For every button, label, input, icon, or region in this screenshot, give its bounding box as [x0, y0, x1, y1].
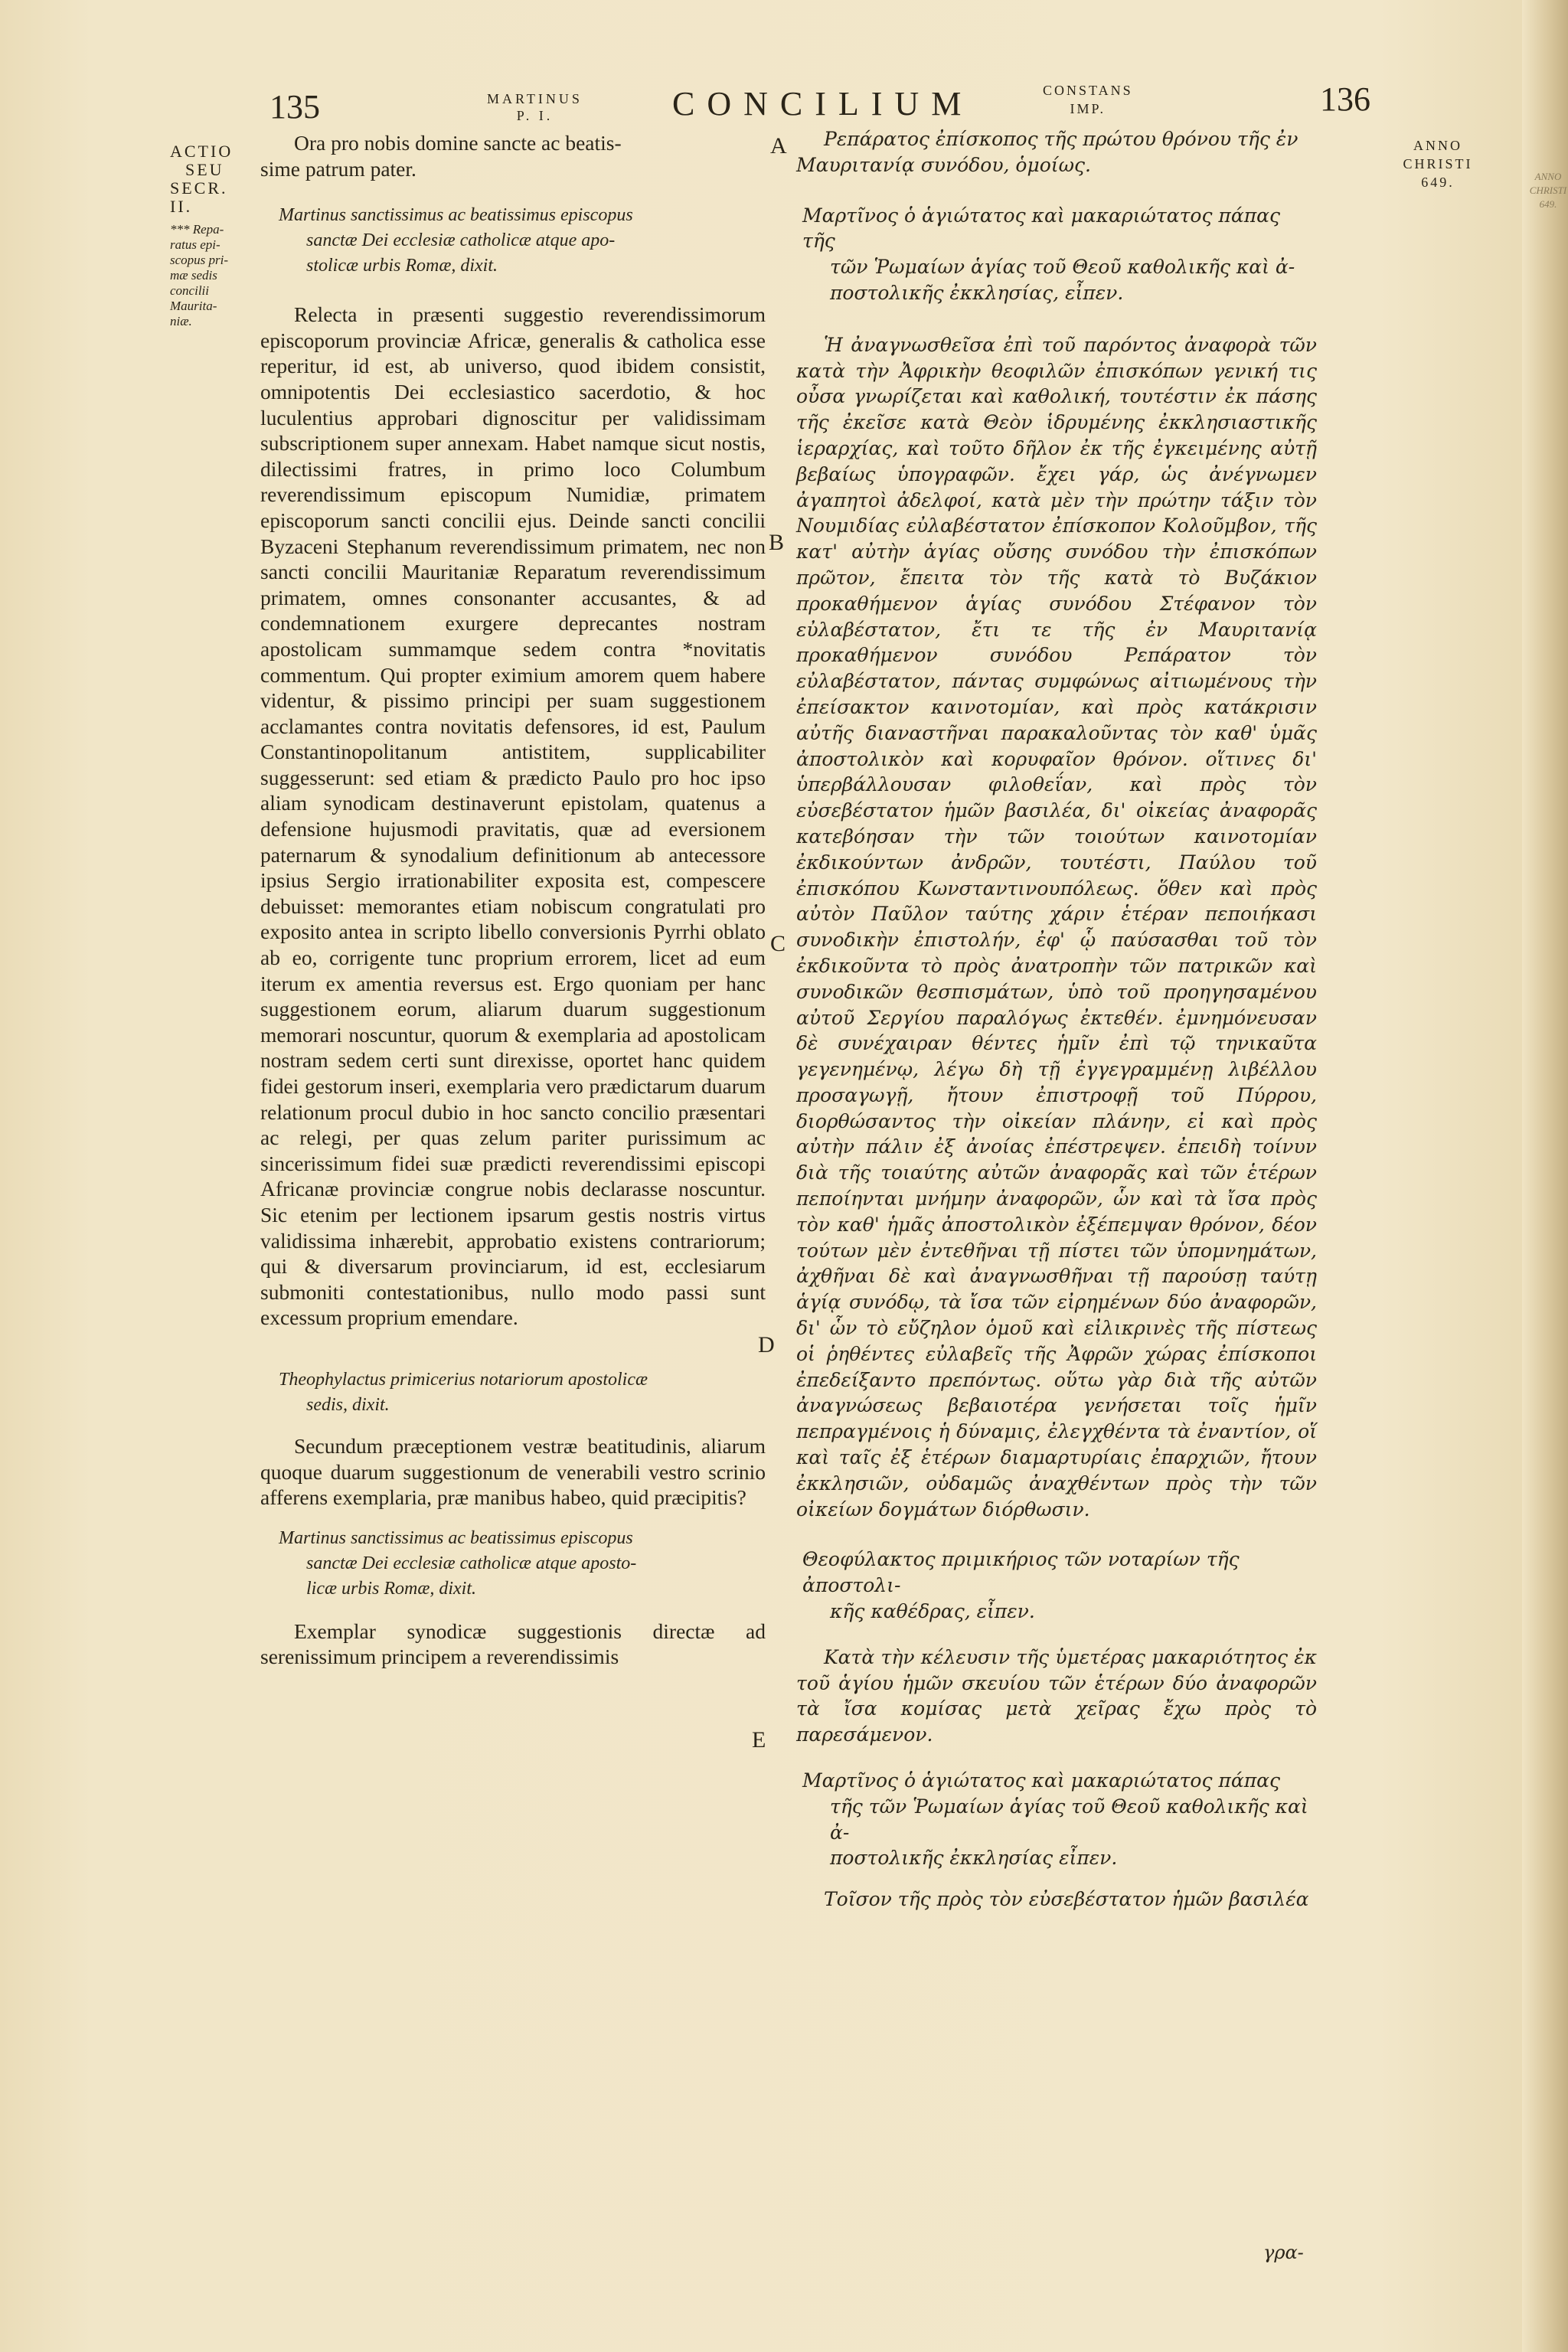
latin-rubric-martinus-2 — [260, 1526, 766, 1602]
rubric-line: sanctæ Dei ecclesiæ catholicæ atque apo- — [306, 230, 616, 251]
margin-label: SEU — [185, 160, 224, 179]
facing-label: ANNO — [1534, 171, 1562, 182]
greek-column — [796, 126, 1317, 1913]
latin-rubric-martinus — [260, 203, 766, 279]
latin-body-exemplar: Exemplar synodicæ suggestionis directæ ad serenissimum principem a reverendissimis — [260, 1619, 766, 1669]
rubric-line: Martinus sanctissimus ac beatissimus episcopus — [279, 205, 633, 226]
intro-line: Ora pro nobis domine sancte ac beatis- — [294, 131, 622, 155]
greek-rubric-martinus — [796, 203, 1317, 306]
greek-rubric-martinus-2 — [796, 1768, 1317, 1871]
rubric-line: τῆς τῶν Ῥωμαίων ἁγίας τοῦ Θεοῦ καθολικῆς καὶ ἀ- — [830, 1795, 1308, 1844]
margin-note-line: *** Repa- — [170, 222, 224, 237]
margin-note-line: Maurita- — [170, 299, 217, 313]
rubric-line: τῶν Ῥωμαίων ἁγίας τοῦ Θεοῦ καθολικῆς καὶ ἀ- — [830, 256, 1295, 279]
intro-line: Μαυριτανίᾳ συνόδου, ὁμοίως. — [796, 153, 1091, 176]
rubric-line: Μαρτῖνος ὁ ἁγιώτατος καὶ μακαριώτατος πάπας τῆς — [802, 204, 1281, 253]
section-letter-e: E — [752, 1727, 766, 1753]
rubric-line: Theophylactus primicerius notariorum apostolicæ — [279, 1369, 648, 1390]
right-margin-year — [1392, 136, 1484, 191]
facing-label: CHRISTI — [1529, 185, 1567, 196]
rubric-line: Θεοφύλακτος πριμικήριος τῶν νοταρίων τῆς ἀποστολι- — [802, 1548, 1240, 1597]
section-letter-a: A — [770, 133, 787, 158]
greek-body-kata: Κατὰ τὴν κέλευσιν τῆς ὑμετέρας μακαριότητος ἐκ τοῦ ἁγίου ἡμῶν σκευίου τῶν ἑτέρων δύο ἀναφορῶν τὰ ἴσα κομίσας μετὰ χεῖρας ἔχω πρὸς τὸ παρεσάμενον. — [796, 1645, 1317, 1746]
running-head-line: P. I. — [516, 108, 554, 123]
year-value: 649. — [1421, 175, 1455, 190]
running-head-title: CONCILIUM — [672, 85, 974, 122]
rubric-line: stolicæ urbis Romæ, dixit. — [306, 256, 498, 276]
page-number-left: 135 — [270, 88, 320, 126]
greek-rubric-theophylactus — [796, 1547, 1317, 1624]
margin-note-line: niæ. — [170, 314, 192, 328]
intro-line: Ρεπάρατος ἐπίσκοπος τῆς πρώτου θρόνου τῆς ἐν — [824, 128, 1298, 150]
running-head-line: MARTINUS — [487, 91, 583, 106]
page-header — [0, 74, 1531, 135]
margin-note-line: scopus pri- — [170, 253, 229, 267]
intro-line: sime patrum pater. — [260, 156, 416, 181]
running-head-martinus — [487, 90, 583, 124]
rubric-line: Martinus sanctissimus ac beatissimus episcopus — [279, 1527, 633, 1548]
margin-label: SECR. II. — [170, 178, 228, 216]
latin-rubric-theophylactus — [260, 1367, 766, 1418]
latin-intro — [260, 130, 766, 181]
rubric-line: Μαρτῖνος ὁ ἁγιώτατος καὶ μακαριώτατος πάπας — [802, 1769, 1281, 1792]
rubric-line: sedis, dixit. — [306, 1394, 390, 1415]
margin-note-line: mæ sedis — [170, 268, 217, 283]
margin-note-line: concilii — [170, 283, 209, 298]
running-head-line: IMP. — [1070, 101, 1106, 116]
section-letter-c: C — [770, 931, 786, 956]
greek-body-main: Ἡ ἀναγνωσθεῖσα ἐπὶ τοῦ παρόντος ἀναφορὰ τῶν κατὰ τὴν Ἀφρικὴν θεοφιλῶν ἐπισκόπων γενική τις οὖσα γνωρίζεται καὶ καθολική, τουτέστιν ἐκ πάσης τῆς ἐκεῖσε κατὰ Θεὸν ἱδρυμένης ἐκκλησιαστικῆς ἱεραρχίας, καὶ τοῦτο δῆλον ἐκ τῆς ἐγκειμένης αὐτῇ βεβαίως ὑπογραφῶν. ἔχει γάρ, ὡς ἀνέγνωμεν ἀγαπητοὶ ἀδελφοί, κατὰ μὲν τὴν πρώτην τάξιν τὸν Νουμιδίας εὐλαβέστατον ἐπίσκοπον Κολοῦμβον, τῆς κατ' αὐτὴν ἁγίας οὔσης συνόδου τὴν ἐπισκόπων πρῶτον, ἔπειτα τὸν τῆς κατὰ τὸ Βυζάκιον προκαθήμενον ἁγίας συνόδου Στέφανον τὸν εὐλαβέστατον, ἔτι τε τῆς ἐν Μαυριτανίᾳ προκαθήμενον συνόδου Ρεπάρατον τὸν εὐλαβέστατον, πάντας συμφώνως αἰτιωμένους τὴν ἐπείσακτον καινοτομίαν, καὶ πρὸς κατάκρισιν αὐτῆς διαναστῆναι παρακαλοῦντας τὸν καθ' ὑμᾶς ἀποστολικὸν καὶ κορυφαῖον θρόνον. οἵτινες δι' ὑπερβάλλουσαν φιλοθεΐαν, καὶ πρὸς τὸν εὐσεβέστατον ἡμῶν βασιλέα, δι' οἰκείας ἀναφορᾶς κατεβόησαν τὴν τῶν τοιούτων καινοτομίαν ἐκδικούντων ἀνδρῶν, τουτέστι, Παύλου τοῦ ἐπισκόπου Κωνσταντινουπόλεως. ὅθεν καὶ πρὸς αὐτὸν Παῦλον ταύτης χάριν ἑτέραν πεποιήκασι συνοδικὴν ἐπιστολήν, ἐφ' ᾧ παύσασθαι τοῦ τὸν ἐκδικοῦντα τὸ πρὸς ἀνατροπὴν τῶν πατρικῶν καὶ συνοδικῶν θεσπισμάτων, ὑπὸ τοῦ προηγησαμένου αὐτοῦ Σεργίου παραλόγως ἐκτεθέν. ἐμνημόνευσαν δὲ συνέχαιραν θέντες ἡμῖν ἐπὶ τῷ τηνικαῦτα γεγενημένῳ, λέγω δὴ τῇ ἐγγεγραμμένῃ λιβέλλου προσαγωγῇ, ἤτουν ἐπιστροφῇ τοῦ Πύρρου, διορθώσαντος τὴν οἰκείαν πλάνην, εἰ καὶ πρὸς αὐτὴν πάλιν ἐξ ἀνοίας ἐπέστρεψεν. ἐπειδὴ τοίνυν διὰ τῆς τοιαύτης αὐτῶν ἀναφορᾶς καὶ τῶν ἑτέρων πεποίηνται μνήμην ἀναφορῶν, ὧν καὶ τὰ ἴσα πρὸς τὸν καθ' ἡμᾶς ἀποστολικὸν ἐξέπεμψαν θρόνον, δέον τούτων μὲν ἐντεθῆναι τῇ πίστει τῶν ὑπομνημάτων, ἀχθῆναι δὲ καὶ ἀναγνωσθῆναι τῇ παρούσῃ ταύτῃ ἁγίᾳ συνόδῳ, τὰ ἴσα τῶν εἰρημένων δύο ἀναφορῶν, δι' ὧν τὸ εὔζηλον ὁμοῦ καὶ εἰλικρινὲς τῆς πίστεως οἱ ῥηθέντες εὐλαβεῖς τῆς Ἀφρῶν χώρας ἐπίσκοποι ἐπεδείξαντο πρεπόντως. οὕτω γὰρ διὰ τῆς αὐτῶν ἀναγνώσεως βεβαιοτέρα γενήσεται τοῖς ἡμῖν πεπραγμένοις ἡ δύναμις, ἐλεγχθέντα τὰ ἐναντίον, οἵ καὶ ταῖς ἐξ ἑτέρων διαμαρτυρίαις ἐπαρχιῶν, ἤτουν ἐκκλησιῶν, οὐδαμῶς ἀναχθέντων πρὸς τὴν τῶν οἰκείων δογμάτων διόρθωσιν. — [796, 333, 1317, 1521]
year-label: CHRISTI — [1403, 156, 1473, 172]
rubric-line: ποστολικῆς ἐκκλησίας εἶπεν. — [830, 1847, 1118, 1870]
running-head-constans — [1043, 81, 1133, 118]
rubric-line: licæ urbis Romæ, dixit. — [306, 1578, 476, 1599]
facing-label: 649. — [1539, 198, 1557, 210]
facing-page-margin — [1528, 170, 1568, 211]
running-head-line: CONSTANS — [1043, 83, 1133, 98]
margin-note — [170, 222, 254, 329]
greek-intro — [796, 126, 1317, 178]
rubric-line: ποστολικῆς ἐκκλησίας, εἶπεν. — [830, 281, 1124, 304]
year-label: ANNO — [1413, 138, 1462, 153]
page-number-right: 136 — [1320, 80, 1370, 118]
latin-body-secundum: Secundum præceptionem vestræ beatitudinis, aliarum quoque duarum suggestionum de venerabili vestro scrinio afferens exemplaria, præ manibus habeo, quid præcipitis? — [260, 1433, 766, 1510]
section-letter-b: B — [769, 530, 785, 555]
rubric-line: sanctæ Dei ecclesiæ catholicæ atque aposto- — [306, 1553, 637, 1573]
rubric-line: κῆς καθέδρας, εἶπεν. — [830, 1600, 1035, 1623]
latin-column — [260, 130, 766, 1670]
latin-body-relecta: Relecta in præsenti suggestio reverendissimorum episcoporum provinciæ Africæ, generalis & catholica esse reperitur, id est, ab universo, quod ibidem consistit, omnipotentis Dei ecclesiastico sacerdotio, & hoc luculentius approbari dignoscitur per validissimam subscriptionem super annexam. Habet namque sicut nostis, dilectissimi fratres, in primo loco Columbum reverendissimum episcopum Numidiæ, primatem episcoporum sancti concilii ejus. Deinde sancti concilii Byzaceni Stephanum reverendissimum primatem, nec non sancti concilii Mauritaniæ Reparatum reverendissimum primatem, omnes consonanter accusantes, & ad condemnationem exurgere deprecantes nostram apostolicam summamque sedem contra *novitatis commentum. Qui propter eximium amorem quem habere videntur, & pissimo principi per suam suggestionem acclamantes contra novitatis defensores, id est, Paulum Constantinopolitanum antistitem, supplicabiliter suggesserunt: sed etiam & prædicto Paulo pro hoc ipso aliam synodicam destinaverunt epistolam, quatenus a defensione hujusmodi pravitatis, quæ ad eversionem paternarum & synodalium definitionum ab antecessore ipsius Sergio irrationabiliter exposita est, compescere debuisset: memorantes etiam nobiscum congratulati pro exposito antea in scripto libello conversionis Pyrrhi oblato ab eo, corrigente tunc proprium errorem, licet ad eum iterum ex amentia reversus est. Ergo quoniam per hanc suggestionem eorum, aliarum duarum suggestionum memorari noscuntur, quorum & exemplaria ad apostolicam nostram sedem certi sunt direxisse, oportet hanc quidem fidei gestorum inseri, exemplaria vero prædictarum duarum relationum procul dubio in hoc sancto concilio præsentari ac relegi, per quas zelum pariter purissimum ac sincerissimum fidei suæ prædicti reverendissimi episcopi Africanæ provinciæ congrue nobis declarasse noscuntur. Sic etenim per lectionem ipsarum gestis nostris virtus validissima inhærebit, approbatio existens contrariorum; qui & diversarum provinciarum, id est, ecclesiarum submoniti contestationibus, nullo modo passi sunt excessum proprium emendare. — [260, 302, 766, 1330]
margin-note-line: ratus epi- — [170, 237, 220, 252]
section-letter-d: D — [758, 1332, 775, 1357]
greek-body-ison: Τοῖσον τῆς πρὸς τὸν εὐσεβέστατον ἡμῶν βασιλέα — [824, 1888, 1309, 1911]
left-margin-notes — [170, 142, 254, 329]
margin-label: ACTIO — [170, 142, 234, 161]
page-edge — [1522, 0, 1568, 2352]
catchword: γρα- — [1263, 2242, 1304, 2263]
